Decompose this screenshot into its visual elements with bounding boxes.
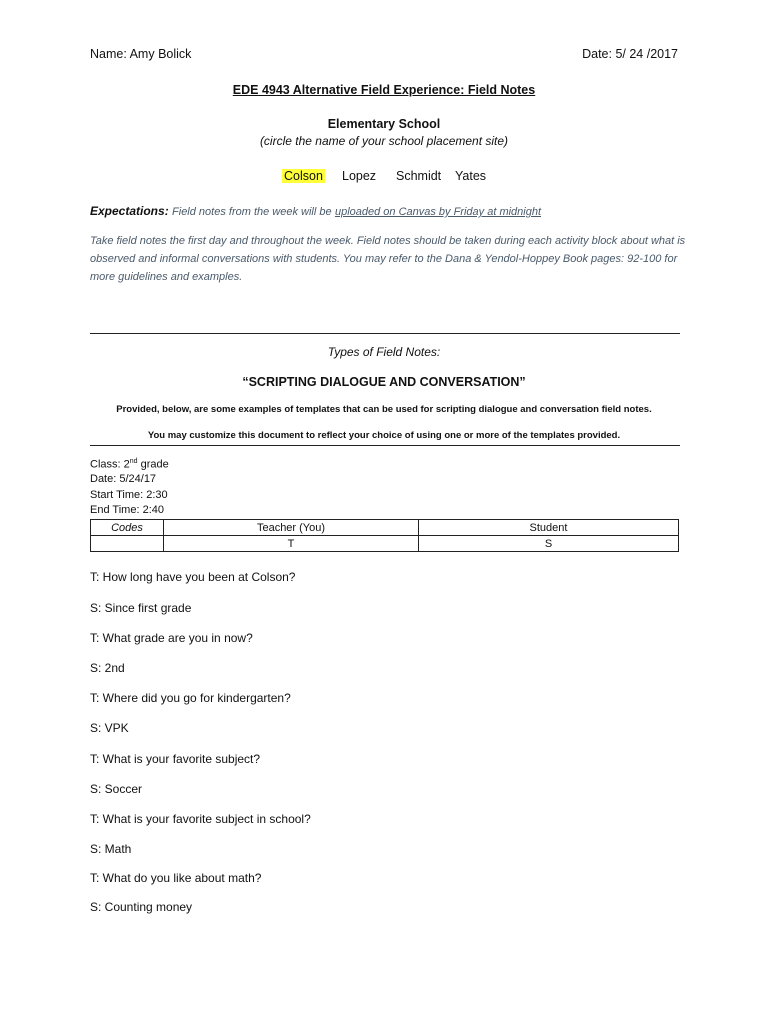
dialogue-line: S: VPK: [90, 721, 129, 735]
dialogue-line: S: 2nd: [90, 661, 125, 675]
cell-codes: [91, 536, 164, 552]
customize-note: You may customize this document to reflect your choice of using one or more of the templates provided.: [147, 430, 621, 441]
dialogue-line: T: What is your favorite subject?: [90, 752, 261, 766]
table-header-row: [91, 520, 679, 536]
school-option-schmidt: Schmidt: [396, 169, 442, 183]
scripting-title: “SCRIPTING DIALOGUE AND CONVERSATION”: [242, 375, 526, 389]
session-date: Date: 5/24/17: [90, 473, 157, 485]
class-info: Class: 2nd grade: [90, 458, 169, 471]
dialogue-line: T: Where did you go for kindergarten?: [90, 691, 291, 705]
dialogue-line: S: Soccer: [90, 782, 143, 796]
dialogue-line: S: Since first grade: [90, 601, 192, 615]
expectations-paragraph: Take field notes the first day and throughout the week. Field notes should be taken during each activity block about what is observed and informal conversations with students. You may refer to the Dana & Yendol-Hoppey Book pages: 92-100 for more guidelines and examples.: [90, 235, 686, 283]
expectations-text: Field notes from the week will be: [172, 206, 332, 218]
school-option-lopez: Lopez: [342, 169, 377, 183]
header-date: Date: 5/ 24 /2017: [582, 47, 678, 61]
dialogue-line: S: Math: [90, 842, 132, 856]
divider-top: [90, 333, 680, 334]
school-label: Elementary School: [327, 117, 441, 131]
table-row: [91, 536, 679, 552]
header-teacher: Teacher (You): [164, 520, 419, 536]
expectations-label: Expectations:: [90, 204, 169, 218]
school-instruction: (circle the name of your school placement site): [259, 134, 509, 148]
divider-bottom: [90, 445, 680, 446]
start-time: Start Time: 2:30: [90, 489, 168, 501]
header-student: Student: [419, 520, 679, 536]
provided-note: Provided, below, are some examples of templates that can be used for scripting dialogue and conversation field notes.: [116, 404, 652, 415]
types-heading: Types of Field Notes:: [327, 345, 441, 359]
school-option-yates: Yates: [455, 169, 487, 183]
cell-teacher-code: T: [164, 536, 419, 552]
document-title: EDE 4943 Alternative Field Experience: Field Notes: [232, 83, 536, 97]
end-time: End Time: 2:40: [90, 504, 164, 516]
dialogue-line: T: How long have you been at Colson?: [90, 570, 296, 584]
dialogue-line: T: What is your favorite subject in school?: [90, 812, 311, 826]
dialogue-line: T: What grade are you in now?: [90, 631, 253, 645]
school-option-colson: Colson: [284, 169, 323, 183]
cell-student-code: S: [419, 536, 679, 552]
header-codes: Codes: [91, 520, 164, 536]
dialogue-line: S: Counting money: [90, 900, 193, 914]
expectations-line: [90, 204, 541, 218]
student-name: Name: Amy Bolick: [90, 47, 192, 61]
dialogue-line: T: What do you like about math?: [90, 871, 262, 885]
expectations-deadline: uploaded on Canvas by Friday at midnight: [334, 206, 542, 218]
codes-table: [90, 519, 679, 552]
